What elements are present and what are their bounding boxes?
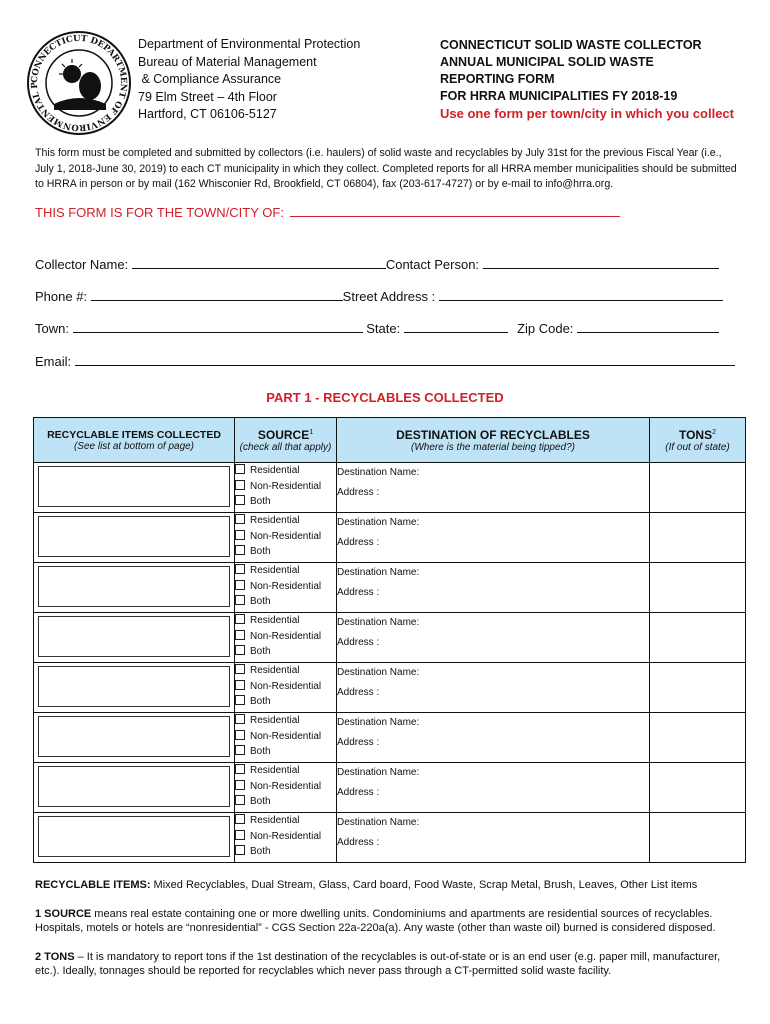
checkbox[interactable] <box>235 564 245 574</box>
checkbox[interactable] <box>235 830 245 840</box>
address-line: Bureau of Material Management <box>138 54 317 69</box>
source-cell <box>235 663 337 713</box>
tons-cell[interactable] <box>650 663 746 713</box>
footnotes <box>35 878 740 993</box>
table-row <box>34 663 746 713</box>
col-tons-title: TONS <box>678 427 713 442</box>
email-row <box>35 353 735 369</box>
legend-label: 1 SOURCE <box>35 907 92 920</box>
checkbox[interactable] <box>235 814 245 824</box>
source-option-label: Non-Residential <box>250 730 322 742</box>
col-tons-subtitle: (If out of state) <box>665 441 730 453</box>
checkbox[interactable] <box>235 630 245 640</box>
table-row <box>34 513 746 563</box>
source-option[interactable] <box>235 594 336 610</box>
destination-address-label: Address : <box>337 737 380 748</box>
legend-label: 2 TONS <box>35 950 75 963</box>
checkbox[interactable] <box>235 764 245 774</box>
checkbox[interactable] <box>235 795 245 805</box>
source-option[interactable] <box>235 779 336 795</box>
source-option[interactable] <box>235 544 336 560</box>
source-option-label: Both <box>250 746 271 757</box>
col-items-subtitle: (See list at bottom of page) <box>73 440 195 452</box>
source-option-label: Residential <box>250 715 300 726</box>
source-option-label: Non-Residential <box>250 480 322 492</box>
phone-input[interactable] <box>91 288 343 301</box>
col-dest-header <box>337 418 650 463</box>
source-option-label: Non-Residential <box>250 830 322 842</box>
address-line: 79 Elm Street – 4th Floor <box>138 89 277 104</box>
recyclable-item-cell <box>34 513 235 563</box>
source-option[interactable] <box>235 763 336 779</box>
seal-text: CONNECTICUT DEPARTMENT OF ENVIRONMENTAL P <box>29 33 129 133</box>
recyclable-item-cell <box>34 763 235 813</box>
legend-source <box>35 907 740 936</box>
recyclable-item-input[interactable] <box>38 466 230 507</box>
source-option-label: Both <box>250 546 271 557</box>
col-dest-subtitle: (Where is the material being tipped?) <box>411 441 575 453</box>
source-option[interactable] <box>235 813 336 829</box>
source-cell <box>235 613 337 663</box>
checkbox[interactable] <box>235 614 245 624</box>
table-row <box>34 613 746 663</box>
state-label: State: <box>366 321 401 336</box>
town-city-label: THIS FORM IS FOR THE TOWN/CITY OF: <box>35 205 284 220</box>
email-input[interactable] <box>75 353 735 366</box>
intro-paragraph: This form must be completed and submitted by collectors (i.e. haulers) of solid waste and recyclables by July 31st for the previous Fiscal Year (i.e., July 1, 2018-June 30, 2019) to each CT municipality in which they collect. Completed reports for all HRRA member municipalities should be submitted to HRRA in person or by mail (162 Whisconier Rd, Brookfield, CT 06804), fax (203-617-4727) or by e-mail to info@hrra.org. <box>35 147 737 190</box>
checkbox[interactable] <box>235 530 245 540</box>
destination-name-label: Destination Name: <box>337 467 420 478</box>
part1-title: PART 1 - RECYCLABLES COLLECTED <box>266 390 504 405</box>
checkbox[interactable] <box>235 480 245 490</box>
phone-label: Phone #: <box>35 289 88 304</box>
legend-recyclable-items <box>35 878 740 893</box>
department-address <box>138 36 360 124</box>
destination-address-label: Address : <box>337 537 380 548</box>
source-option-label: Both <box>250 496 271 507</box>
town-label: Town: <box>35 321 69 336</box>
source-option[interactable] <box>235 844 336 860</box>
destination-cell[interactable] <box>337 513 650 563</box>
source-option-label: Residential <box>250 465 300 476</box>
col-source-footnote: 1 <box>309 428 314 436</box>
source-option-label: Both <box>250 696 271 707</box>
recyclable-item-cell <box>34 613 235 663</box>
source-option[interactable] <box>235 563 336 579</box>
source-option-label: Non-Residential <box>250 530 322 542</box>
source-option[interactable] <box>235 679 336 695</box>
destination-cell[interactable] <box>337 713 650 763</box>
col-tons-footnote: 2 <box>712 428 717 436</box>
col-source-header <box>235 418 337 463</box>
legend-text: means real estate containing one or more dwelling units. Condominiums and apartments are residential sources of recyclables. Hospitals, motels or hotels are “nonresidential” - CGS Section 22a-220a(a). Any waste (other than waste oil) burned is considered disposed. <box>35 907 716 934</box>
street-address-label: Street Address : <box>342 289 436 304</box>
address-line: Hartford, CT 06106-5127 <box>138 107 277 121</box>
source-option[interactable] <box>235 613 336 629</box>
tons-cell[interactable] <box>650 613 746 663</box>
address-line: & Compliance Assurance <box>138 72 282 86</box>
title-line: ANNUAL MUNICIPAL SOLID WASTE <box>440 55 654 69</box>
destination-cell[interactable] <box>337 613 650 663</box>
col-source-title: SOURCE <box>257 427 310 442</box>
table-row <box>34 463 746 513</box>
recyclable-item-input[interactable] <box>38 816 230 857</box>
checkbox[interactable] <box>235 845 245 855</box>
checkbox[interactable] <box>235 464 245 474</box>
destination-cell[interactable] <box>337 813 650 863</box>
tons-cell[interactable] <box>650 463 746 513</box>
state-input[interactable] <box>404 320 508 333</box>
source-option[interactable] <box>235 579 336 595</box>
title-line: CONNECTICUT SOLID WASTE COLLECTOR <box>440 38 702 52</box>
source-option-label: Residential <box>250 615 300 626</box>
address-line: Department of Environmental Protection <box>138 37 361 51</box>
recyclable-item-input[interactable] <box>38 766 230 807</box>
tons-cell[interactable] <box>650 513 746 563</box>
recyclable-item-input[interactable] <box>38 516 230 557</box>
source-option-label: Both <box>250 846 271 857</box>
source-option-label: Non-Residential <box>250 580 322 592</box>
table-header-row <box>34 418 746 463</box>
tons-cell[interactable] <box>650 563 746 613</box>
source-option[interactable] <box>235 663 336 679</box>
destination-name-label: Destination Name: <box>337 717 420 728</box>
source-option-label: Both <box>250 646 271 657</box>
recyclables-table <box>33 417 746 863</box>
source-option[interactable] <box>235 644 336 660</box>
recyclable-item-cell <box>34 563 235 613</box>
destination-address-label: Address : <box>337 637 380 648</box>
destination-address-label: Address : <box>337 787 380 798</box>
source-option[interactable] <box>235 829 336 845</box>
recyclable-item-cell <box>34 713 235 763</box>
col-dest-title: DESTINATION OF RECYCLABLES <box>396 427 590 442</box>
source-option[interactable] <box>235 713 336 729</box>
town-city-field-row <box>35 204 620 220</box>
title-note: Use one form per town/city in which you collect <box>440 106 734 121</box>
recyclable-item-input[interactable] <box>38 716 230 757</box>
destination-cell[interactable] <box>337 563 650 613</box>
source-option[interactable] <box>235 513 336 529</box>
source-option-label: Non-Residential <box>250 780 322 792</box>
source-option-label: Both <box>250 596 271 607</box>
source-cell <box>235 763 337 813</box>
destination-name-label: Destination Name: <box>337 517 420 528</box>
source-cell <box>235 813 337 863</box>
tons-cell[interactable] <box>650 763 746 813</box>
legend-text: Mixed Recyclables, Dual Stream, Glass, Card board, Food Waste, Scrap Metal, Brush, Leaves, Other List items <box>150 879 698 891</box>
source-option-label: Residential <box>250 515 300 526</box>
collector-name-input[interactable] <box>132 256 386 269</box>
table-row <box>34 563 746 613</box>
destination-name-label: Destination Name: <box>337 767 420 778</box>
recyclable-item-cell <box>34 813 235 863</box>
checkbox[interactable] <box>235 645 245 655</box>
zip-code-label: Zip Code: <box>517 321 574 336</box>
recyclable-item-input[interactable] <box>38 666 230 707</box>
legend-label: RECYCLABLE ITEMS: <box>35 879 151 891</box>
table-row <box>34 813 746 863</box>
destination-cell[interactable] <box>337 763 650 813</box>
tons-cell[interactable] <box>650 713 746 763</box>
town-row <box>35 320 719 336</box>
col-items-header <box>34 418 235 463</box>
source-option[interactable] <box>235 729 336 745</box>
legend-text: – It is mandatory to report tons if the 1st destination of the recyclables is out-of-state or is an end user (e.g. paper mill, manufacturer, etc.). Ideally, tonnages should be reported for recyclables which never pass through a CT-permitted solid waste facility. <box>35 950 721 977</box>
source-option-label: Residential <box>250 765 300 776</box>
destination-name-label: Destination Name: <box>337 667 420 678</box>
source-option[interactable] <box>235 529 336 545</box>
recyclable-item-input[interactable] <box>38 616 230 657</box>
checkbox[interactable] <box>235 695 245 705</box>
tons-cell[interactable] <box>650 813 746 863</box>
street-address-input[interactable] <box>439 288 723 301</box>
destination-name-label: Destination Name: <box>337 817 420 828</box>
collector-row <box>35 256 719 272</box>
contact-person-input[interactable] <box>483 256 719 269</box>
destination-cell[interactable] <box>337 463 650 513</box>
source-option[interactable] <box>235 494 336 510</box>
collector-name-label: Collector Name: <box>35 257 129 272</box>
destination-cell[interactable] <box>337 663 650 713</box>
town-input[interactable] <box>73 320 363 333</box>
email-label: Email: <box>35 354 72 369</box>
source-option-label: Both <box>250 796 271 807</box>
source-option[interactable] <box>235 479 336 495</box>
destination-name-label: Destination Name: <box>337 567 420 578</box>
checkbox[interactable] <box>235 680 245 690</box>
source-option-label: Residential <box>250 665 300 676</box>
checkbox[interactable] <box>235 745 245 755</box>
source-option-label: Non-Residential <box>250 680 322 692</box>
checkbox[interactable] <box>235 714 245 724</box>
contact-person-label: Contact Person: <box>385 257 480 272</box>
source-cell <box>235 513 337 563</box>
checkbox[interactable] <box>235 595 245 605</box>
recyclable-item-cell <box>34 663 235 713</box>
source-cell <box>235 713 337 763</box>
source-option-label: Residential <box>250 815 300 826</box>
title-line: REPORTING FORM <box>440 72 555 86</box>
destination-address-label: Address : <box>337 487 380 498</box>
destination-address-label: Address : <box>337 687 380 698</box>
checkbox[interactable] <box>235 495 245 505</box>
town-city-input[interactable] <box>290 204 620 217</box>
col-source-subtitle: (check all that apply) <box>239 441 332 453</box>
form-title <box>440 37 734 122</box>
checkbox[interactable] <box>235 664 245 674</box>
zip-code-input[interactable] <box>577 320 719 333</box>
destination-address-label: Address : <box>337 837 380 848</box>
phone-row <box>35 288 723 304</box>
checkbox[interactable] <box>235 580 245 590</box>
destination-address-label: Address : <box>337 587 380 598</box>
checkbox[interactable] <box>235 514 245 524</box>
checkbox[interactable] <box>235 730 245 740</box>
col-tons-header <box>650 418 746 463</box>
title-line: FOR HRRA MUNICIPALITIES FY 2018-19 <box>440 89 678 103</box>
source-option[interactable] <box>235 694 336 710</box>
source-option-label: Non-Residential <box>250 630 322 642</box>
checkbox[interactable] <box>235 780 245 790</box>
source-option[interactable] <box>235 463 336 479</box>
source-cell <box>235 463 337 513</box>
checkbox[interactable] <box>235 545 245 555</box>
source-option[interactable] <box>235 794 336 810</box>
col-items-title: RECYCLABLE ITEMS COLLECTED <box>47 428 221 441</box>
source-option-label: Residential <box>250 565 300 576</box>
source-option[interactable] <box>235 744 336 760</box>
source-cell <box>235 563 337 613</box>
recyclable-item-cell <box>34 463 235 513</box>
dep-seal-logo <box>26 30 132 136</box>
table-row <box>34 763 746 813</box>
recyclable-item-input[interactable] <box>38 566 230 607</box>
destination-name-label: Destination Name: <box>337 617 420 628</box>
source-option[interactable] <box>235 629 336 645</box>
table-row <box>34 713 746 763</box>
legend-tons <box>35 950 740 979</box>
